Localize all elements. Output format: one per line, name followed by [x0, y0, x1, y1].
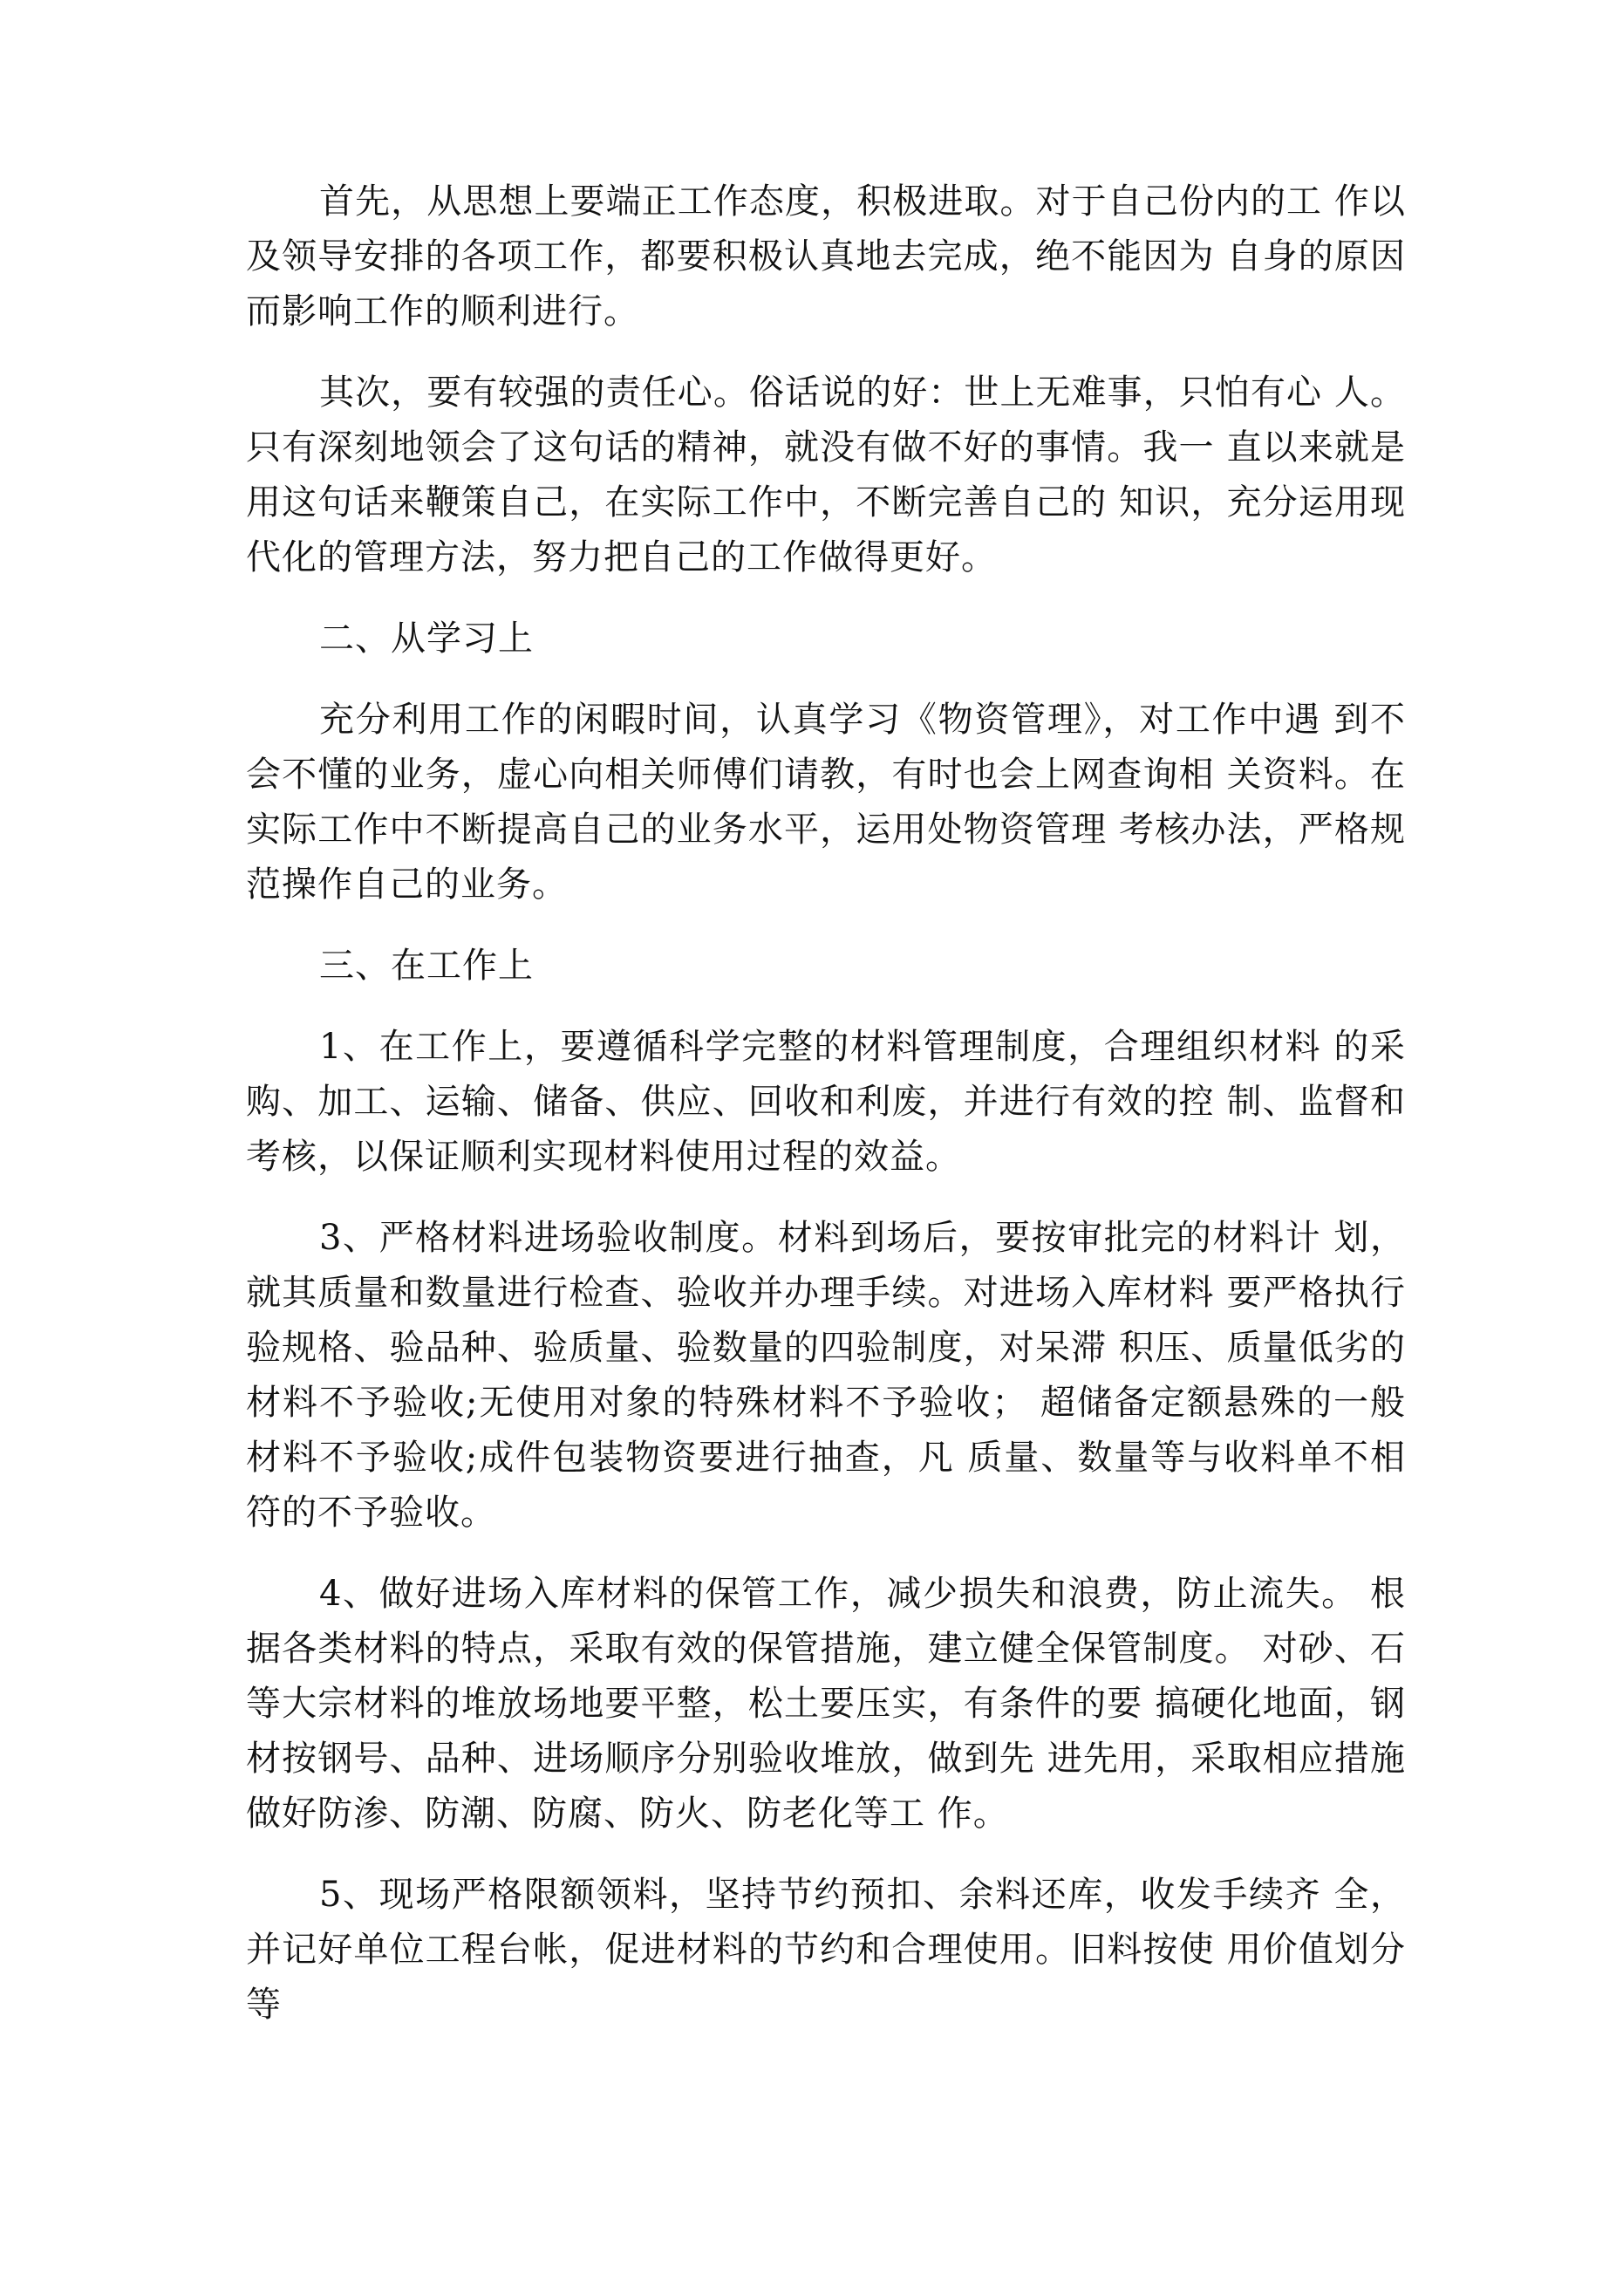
- paragraph-item-3: 3、严格材料进场验收制度。材料到场后，要按审批完的材料计 划，就其质量和数量进行检查、验收并办理手续。对进场入库材料 要严格执行验规格、验品种、验质量、验数量的四验制度，对呆滞 积压、质量低劣的材料不予验收;无使用对象的特殊材料不予验收； 超储备定额悬殊的一般材料不予验收;成件包装物资要进行抽查，凡 质量、数量等与收料单不相符的不予验收。: [246, 1218, 1406, 1533]
- section-heading-work: 三、在工作上: [319, 946, 534, 986]
- paragraph-item-5: 5、现场严格限额领料，坚持节约预扣、余料还库，收发手续齐 全，并记好单位工程台帐，促进材料的节约和合理使用。旧料按使 用价值划分等: [246, 1875, 1406, 2025]
- paragraph-study: 充分利用工作的闲暇时间，认真学习《物资管理》，对工作中遇 到不会不懂的业务，虚心向相关师傅们请教，有时也会上网查询相 关资料。在实际工作中不断提高自己的业务水平，运用处物资管理 考核办法，严格规范操作自己的业务。: [246, 700, 1406, 905]
- paragraph-item-1: 1、在工作上，要遵循科学完整的材料管理制度，合理组织材料 的采购、加工、运输、储备、供应、回收和利废，并进行有效的控 制、监督和考核，以保证顺利实现材料使用过程的效益。: [246, 1027, 1406, 1177]
- section-heading-study: 二、从学习上: [319, 618, 534, 659]
- document-body: [246, 174, 1406, 2059]
- paragraph-item-4: 4、做好进场入库材料的保管工作，减少损失和浪费，防止流失。 根据各类材料的特点，采取有效的保管措施，建立健全保管制度。 对砂、石等大宗材料的堆放场地要平整，松土要压实，有条件的要 搞硬化地面，钢材按钢号、品种、进场顺序分别验收堆放，做到先 进先用，采取相应措施做好防渗、防潮、防腐、防火、防老化等工 作。: [246, 1574, 1406, 1834]
- paragraph-responsibility: 其次，要有较强的责任心。俗话说的好：世上无难事，只怕有心 人。只有深刻地领会了这句话的精神，就没有做不好的事情。我一 直以来就是用这句话来鞭策自己，在实际工作中，不断完善自己的 知识，充分运用现代化的管理方法，努力把自己的工作做得更好。: [246, 372, 1406, 577]
- paragraph-attitude: 首先，从思想上要端正工作态度，积极进取。对于自己份内的工 作以及领导安排的各项工作，都要积极认真地去完成，绝不能因为 自身的原因而影响工作的顺利进行。: [246, 181, 1406, 331]
